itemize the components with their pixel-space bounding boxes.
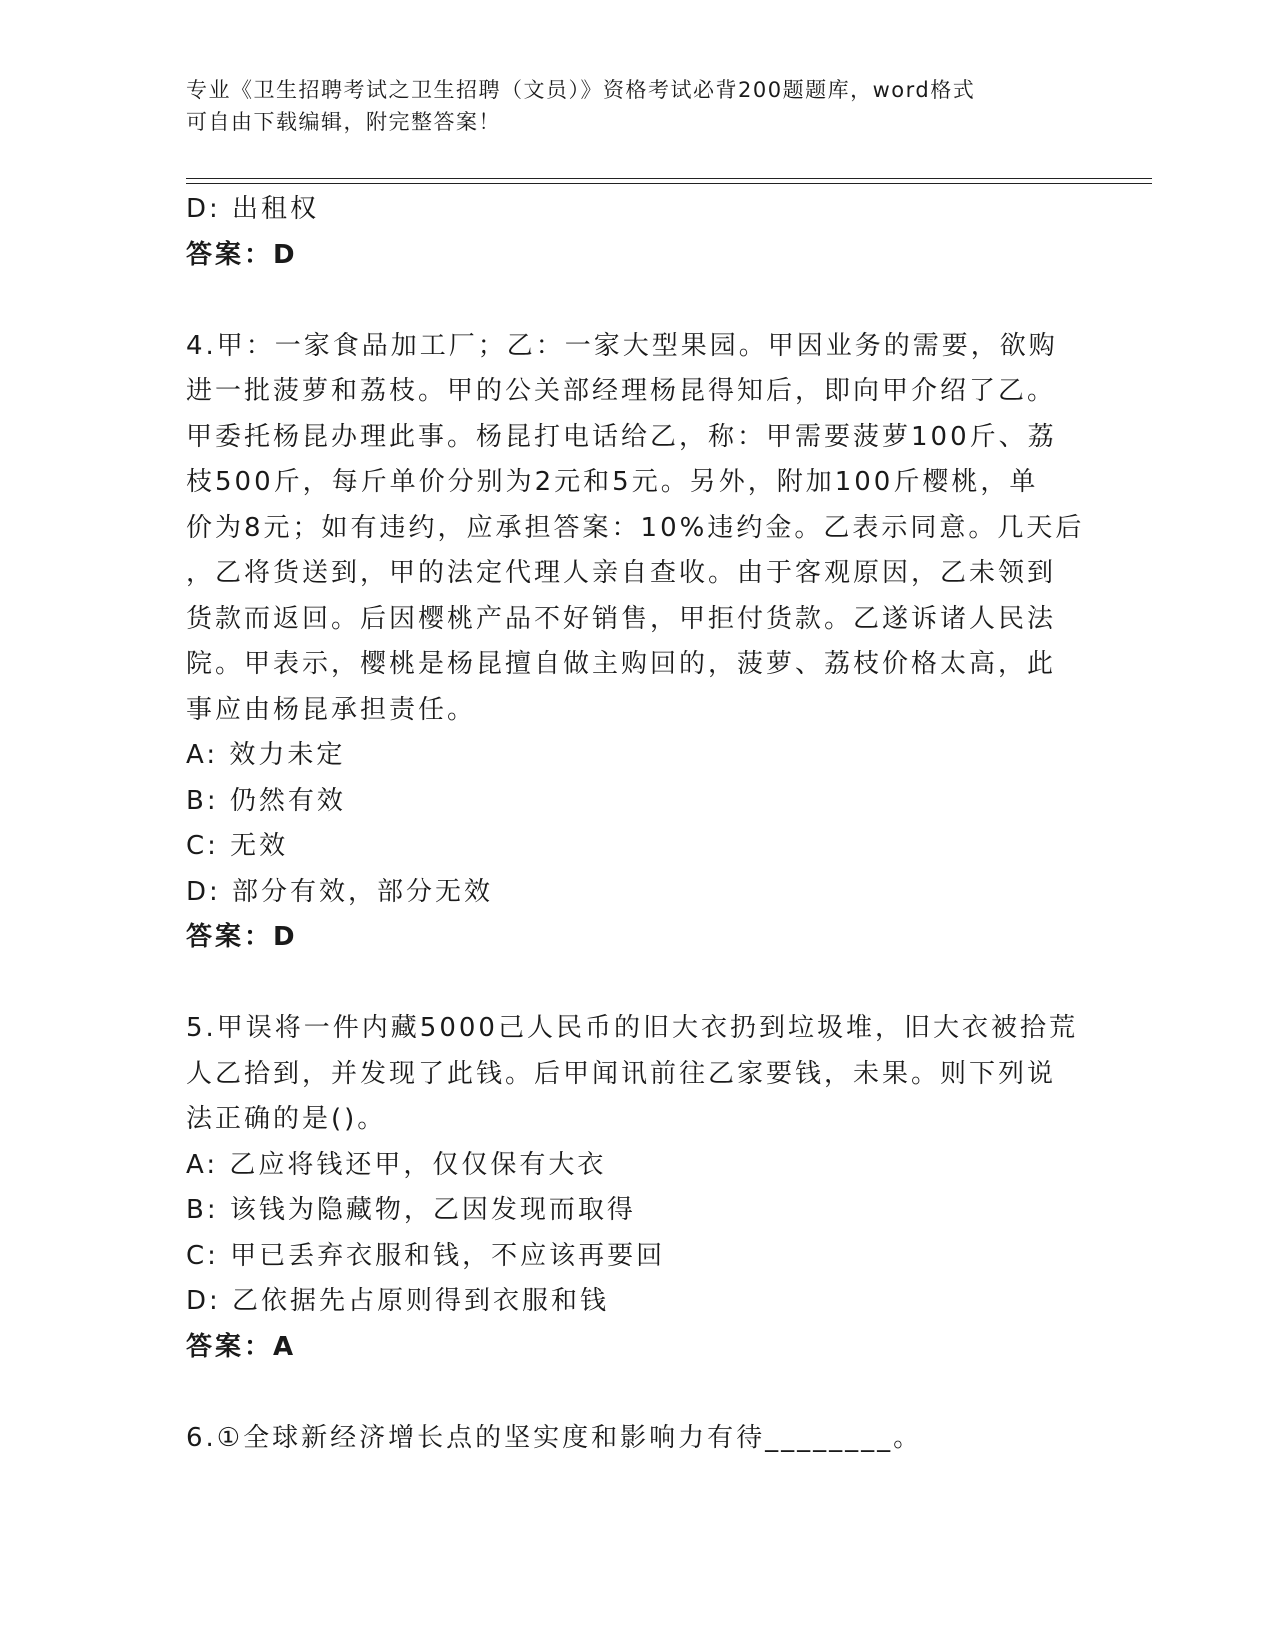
q6-stem-line: 6.①全球新经济增长点的坚实度和影响力有待________。 xyxy=(186,1422,923,1453)
q3-answer: 答案：D xyxy=(186,239,298,270)
spacer xyxy=(186,278,1066,324)
header-line-2: 可自由下载编辑，附完整答案！ xyxy=(186,110,501,134)
q4-stem-line: 进一批菠萝和荔枝。甲的公关部经理杨昆得知后，即向甲介绍了乙。 xyxy=(186,376,1057,406)
question-4 xyxy=(186,324,1085,961)
header-divider-top xyxy=(186,178,1152,179)
header-line-1: 专业《卫生招聘考试之卫生招聘（文员）》资格考试必背200题题库，word格式 xyxy=(186,78,976,102)
q4-stem-line: 4.甲：一家食品加工厂；乙：一家大型果园。甲因业务的需要，欲购 xyxy=(186,330,1058,361)
q5-stem-line: 人乙拾到，并发现了此钱。后甲闻讯前往乙家要钱，未果。则下列说 xyxy=(186,1058,1057,1089)
q4-option-a: A: 效力未定 xyxy=(186,740,346,770)
spacer xyxy=(186,961,1066,1007)
q5-option-b: B: 该钱为隐藏物，乙因发现而取得 xyxy=(186,1195,636,1225)
q4-stem-line: 院。甲表示，樱桃是杨昆擅自做主购回的，菠萝、荔枝价格太高，此 xyxy=(186,649,1057,679)
q5-stem-line: 5.甲误将一件内藏5000己人民币的旧大衣扔到垃圾堆，旧大衣被拾荒 xyxy=(186,1013,1078,1043)
q5-option-c: C: 甲已丢弃衣服和钱，不应该再要回 xyxy=(186,1240,666,1271)
q4-stem-line: 枝500斤，每斤单价分别为2元和5元。另外，附加100斤樱桃，单 xyxy=(186,467,1039,497)
q4-answer: 答案：D xyxy=(186,922,298,952)
q4-option-d: D: 部分有效，部分无效 xyxy=(186,876,494,907)
header-divider-bottom xyxy=(186,183,1152,184)
q4-stem-line: 货款而返回。后因樱桃产品不好销售，甲拒付货款。乙遂诉诸人民法 xyxy=(186,603,1057,634)
document-body xyxy=(186,187,1085,1461)
q4-option-b: B: 仍然有效 xyxy=(186,785,346,816)
q5-stem-line: 法正确的是()。 xyxy=(186,1104,387,1134)
q4-stem-line: ，乙将货送到，甲的法定代理人亲自查收。由于客观原因，乙未领到 xyxy=(186,558,1057,588)
q3-option-d: D: 出租权 xyxy=(186,194,320,224)
q4-stem-line: 事应由杨昆承担责任。 xyxy=(186,694,477,725)
q4-stem-line: 甲委托杨昆办理此事。杨昆打电话给乙，称：甲需要菠萝100斤、荔 xyxy=(186,421,1057,452)
q5-option-a: A: 乙应将钱还甲，仅仅保有大衣 xyxy=(186,1149,607,1180)
q5-answer: 答案：A xyxy=(186,1331,297,1362)
question-6 xyxy=(186,1416,1066,1462)
q4-stem-line: 价为8元；如有违约，应承担答案：10%违约金。乙表示同意。几天后 xyxy=(186,512,1085,543)
spacer xyxy=(186,1370,1066,1416)
question-5 xyxy=(186,1006,1078,1370)
q4-option-c: C: 无效 xyxy=(186,831,289,861)
document-header xyxy=(186,74,1066,138)
q5-option-d: D: 乙依据先占原则得到衣服和钱 xyxy=(186,1286,610,1316)
